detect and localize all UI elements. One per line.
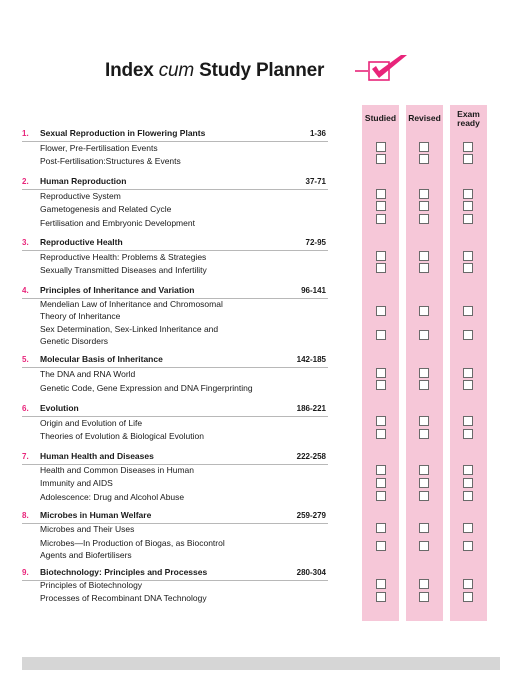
- chapter-title: Microbes in Human Welfare: [40, 510, 152, 520]
- studied-checkbox[interactable]: [376, 380, 386, 390]
- revised-header: Revised: [408, 113, 441, 123]
- topic-item: Sex Determination, Sex-Linked Inheritance and Genetic Disorders: [40, 324, 219, 346]
- revised-checkbox[interactable]: [419, 380, 429, 390]
- revised-checkbox[interactable]: [419, 263, 429, 273]
- revised-checkbox[interactable]: [419, 251, 429, 261]
- revised-checkbox[interactable]: [419, 154, 429, 164]
- chapter-title: Human Reproduction: [40, 176, 127, 186]
- topic-item: Health and Common Diseases in Human: [40, 465, 195, 475]
- studied-checkbox[interactable]: [376, 416, 386, 426]
- topic-item: The DNA and RNA World: [40, 369, 136, 379]
- topic-item: Fertilisation and Embryonic Development: [40, 218, 195, 228]
- exam-ready-checkbox[interactable]: [463, 214, 473, 224]
- chapter-pages: 96-141: [301, 286, 326, 295]
- page-header: [0, 52, 527, 92]
- chapter-divider: [22, 189, 328, 190]
- page-title: [105, 60, 324, 82]
- title-italic: cum: [158, 60, 195, 81]
- chapter-number: 4.: [22, 286, 29, 295]
- topic-item: Origin and Evolution of Life: [40, 418, 143, 428]
- title-prefix: Index: [105, 60, 159, 81]
- studied-checkbox[interactable]: [376, 523, 386, 533]
- revised-checkbox[interactable]: [419, 214, 429, 224]
- exam-ready-checkbox[interactable]: [463, 330, 473, 340]
- studied-header: Studied: [364, 113, 397, 123]
- topic-item: Gametogenesis and Related Cycle: [40, 204, 172, 214]
- topic-item: Sexually Transmitted Diseases and Infertility: [40, 265, 207, 275]
- exam-ready-checkbox[interactable]: [463, 579, 473, 589]
- chapter-number: 9.: [22, 568, 29, 577]
- title-suffix: Study Planner: [194, 60, 325, 81]
- topic-item: Genetic Code, Gene Expression and DNA Fingerprinting: [40, 383, 253, 393]
- studied-checkbox[interactable]: [376, 465, 386, 475]
- chapter-title: Reproductive Health: [40, 237, 123, 247]
- chapter-title: Human Health and Diseases: [40, 451, 154, 461]
- studied-checkbox[interactable]: [376, 251, 386, 261]
- revised-checkbox[interactable]: [419, 429, 429, 439]
- exam-ready-line2: ready: [457, 118, 480, 128]
- topic-item: Flower, Pre-Fertilisation Events: [40, 143, 158, 153]
- studied-checkbox[interactable]: [376, 478, 386, 488]
- topic-item: Microbes and Their Uses: [40, 524, 135, 534]
- studied-checkbox[interactable]: [376, 306, 386, 316]
- exam-ready-checkbox[interactable]: [463, 523, 473, 533]
- chapter-pages: 186-221: [296, 404, 326, 413]
- exam-ready-checkbox[interactable]: [463, 251, 473, 261]
- studied-checkbox[interactable]: [376, 154, 386, 164]
- topic-item: Microbes—In Production of Biogas, as Biocontrol Agents and Biofertilisers: [40, 538, 225, 560]
- studied-checkbox[interactable]: [376, 263, 386, 273]
- studied-checkbox[interactable]: [376, 541, 386, 551]
- exam-ready-checkbox[interactable]: [463, 592, 473, 602]
- chapter-number: 3.: [22, 238, 29, 247]
- exam-ready-checkbox[interactable]: [463, 380, 473, 390]
- revised-checkbox[interactable]: [419, 478, 429, 488]
- exam-ready-checkbox[interactable]: [463, 306, 473, 316]
- chapter-title: Sexual Reproduction in Flowering Plants: [40, 128, 206, 138]
- exam-ready-checkbox[interactable]: [463, 541, 473, 551]
- chapter-pages: 280-304: [296, 568, 326, 577]
- studied-checkbox[interactable]: [376, 189, 386, 199]
- exam-ready-checkbox[interactable]: [463, 201, 473, 211]
- revised-checkbox[interactable]: [419, 579, 429, 589]
- revised-checkbox[interactable]: [419, 523, 429, 533]
- revised-checkbox[interactable]: [419, 306, 429, 316]
- exam-ready-line1: Exam: [457, 109, 480, 119]
- topic-item: Mendelian Law of Inheritance and Chromosomal Theory of Inheritance: [40, 299, 223, 321]
- checkmark-icon: [355, 52, 415, 88]
- chapter-pages: 72-95: [305, 238, 326, 247]
- exam-ready-checkbox[interactable]: [463, 491, 473, 501]
- exam-ready-checkbox[interactable]: [463, 478, 473, 488]
- chapter-number: 5.: [22, 355, 29, 364]
- chapter-title: Principles of Inheritance and Variation: [40, 285, 195, 295]
- revised-checkbox[interactable]: [419, 465, 429, 475]
- revised-checkbox[interactable]: [419, 189, 429, 199]
- revised-checkbox[interactable]: [419, 541, 429, 551]
- studied-checkbox[interactable]: [376, 579, 386, 589]
- exam-ready-checkbox[interactable]: [463, 189, 473, 199]
- topic-item: Reproductive Health: Problems & Strategies: [40, 252, 207, 262]
- revised-checkbox[interactable]: [419, 592, 429, 602]
- chapter-pages: 222-258: [296, 452, 326, 461]
- chapter-title: Biotechnology: Principles and Processes: [40, 567, 208, 577]
- chapter-divider: [22, 367, 328, 368]
- exam-ready-header: [445, 110, 492, 128]
- studied-checkbox[interactable]: [376, 330, 386, 340]
- topic-item: Adolescence: Drug and Alcohol Abuse: [40, 492, 185, 502]
- chapter-divider: [22, 416, 328, 417]
- chapter-number: 1.: [22, 129, 29, 138]
- chapter-title: Molecular Basis of Inheritance: [40, 354, 163, 364]
- revised-checkbox[interactable]: [419, 491, 429, 501]
- revised-checkbox[interactable]: [419, 201, 429, 211]
- exam-ready-checkbox[interactable]: [463, 154, 473, 164]
- footer-bar: [22, 657, 500, 670]
- topic-item: Reproductive System: [40, 191, 121, 201]
- revised-checkbox[interactable]: [419, 330, 429, 340]
- chapter-number: 7.: [22, 452, 29, 461]
- chapter-divider: [22, 250, 328, 251]
- studied-checkbox[interactable]: [376, 142, 386, 152]
- topic-item: Processes of Recombinant DNA Technology: [40, 593, 207, 603]
- revised-checkbox[interactable]: [419, 142, 429, 152]
- exam-ready-checkbox[interactable]: [463, 263, 473, 273]
- exam-ready-checkbox[interactable]: [463, 368, 473, 378]
- studied-checkbox[interactable]: [376, 368, 386, 378]
- revised-checkbox[interactable]: [419, 416, 429, 426]
- chapter-divider: [22, 141, 328, 142]
- studied-checkbox[interactable]: [376, 491, 386, 501]
- chapter-title: Evolution: [40, 403, 79, 413]
- topic-item: Theories of Evolution & Biological Evolution: [40, 431, 204, 441]
- chapter-pages: 259-279: [296, 511, 326, 520]
- studied-checkbox[interactable]: [376, 214, 386, 224]
- chapter-number: 2.: [22, 177, 29, 186]
- chapter-pages: 1-36: [309, 129, 326, 138]
- studied-checkbox[interactable]: [376, 201, 386, 211]
- exam-ready-checkbox[interactable]: [463, 465, 473, 475]
- revised-checkbox[interactable]: [419, 368, 429, 378]
- topic-item: Immunity and AIDS: [40, 478, 113, 488]
- chapter-number: 8.: [22, 511, 29, 520]
- exam-ready-checkbox[interactable]: [463, 416, 473, 426]
- studied-checkbox[interactable]: [376, 429, 386, 439]
- exam-ready-checkbox[interactable]: [463, 142, 473, 152]
- chapter-pages: 37-71: [305, 177, 326, 186]
- chapter-pages: 142-185: [296, 355, 326, 364]
- exam-ready-checkbox[interactable]: [463, 429, 473, 439]
- chapter-number: 6.: [22, 404, 29, 413]
- topic-item: Principles of Biotechnology: [40, 580, 143, 590]
- topic-item: Post-Fertilisation:Structures & Events: [40, 156, 181, 166]
- studied-checkbox[interactable]: [376, 592, 386, 602]
